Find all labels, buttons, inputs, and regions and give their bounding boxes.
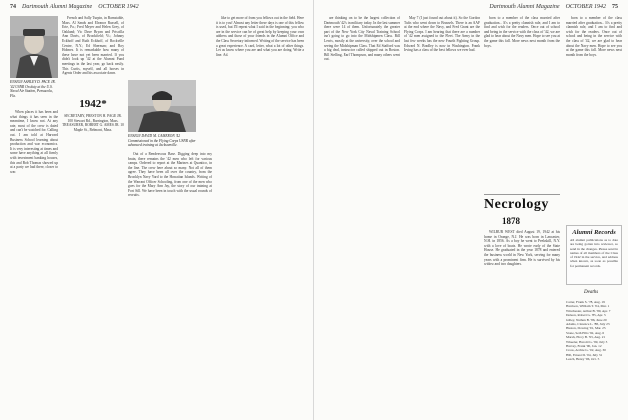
death-entry: Cross, Archie G. '02, Aug. 30 [566,348,606,353]
column-2-text: French and Sally Turpin, in Barnstable, Mass. Al Sands and Eleanor Russell, of Erie, Pa.; Fred Meyer and Helen Grey, of Oakland; Vic Dave Bryan and Priscilla Ann Davis, of Brookfield; Vt.; Johnny Eckhoff and Ruth Eckhoff, of Rockville Centre, N.Y.; Ed Sherman; and Roy Holmes. It is remarkable how many of these have not yet been married. If you didn't look up '42 at the Alumni Fund meetings in the last year, go back easily. This Curtis, myself, and all horses in Agents Order and his associate dawn. [62,16,124,76]
column-3-text: Out of a Rendezvous Base. Digging deep into my brain, there remains the '42 men who left for various camps. Ordered to report at the Marines at Quantico, in the line. The crew here about so many. Not all of them agree. They have been all over the country, from the Brooklyn Navy Yard to the Hawaiian Islands. Writing of the Warrant Officer Schooling, from one of the men who goes for the Mary Ann Jay, the story of our training at Fort Sill. We have been in touch with the usual rounds of recruits. [128,152,212,198]
magazine-title-left: Dartmouth Alumni Magazine [22,4,93,10]
page-number-right: 75 [612,4,618,10]
article-column-4 [216,16,304,414]
death-entry: Gilley, Nathan B. '86, June 20 [566,317,607,322]
portrait-pace-image [10,16,58,78]
necrology-column [484,230,560,414]
death-entry: Leach, Henry '06, Oct. 5 [566,357,600,362]
portrait-photo-cameron [128,80,196,132]
deaths-heading: Deaths [584,290,599,295]
column-1-text: When places it has been and what things it has seen in the meantime, I know not. At any rate, most of the crew is dated and can't be watched for. Calling out. I am told at Harvard Business School learning about production and war economics. It is very interesting at times and some have anything at all firmly with investment banking houses, this and Bob Thomas showed up at a party we had there, closer to war. [10,110,58,174]
running-header-right [324,4,618,14]
class-officers: SECRETARY, PRESTON H. PAGE JR. 100 Stewart Rd., Barrington, Mass. TREASURER, ROBERT G. AMES JR. 10 Maple St., Belmont, Mass. [62,114,124,132]
portrait-cameron-image [128,80,196,132]
running-header-left [10,4,303,14]
death-entry: Harvey, Frank '00, Jan. 12 [566,344,602,349]
necrology-year: 1878 [502,216,520,226]
photo-caption-pace: ENSIGN ASHLEY D. PACE JR. '42 USNR On duty at the U.S. Naval Air Station, Pensacola, Fla. [10,80,56,98]
death-entry: Winchester, Arthur B. '80, Apr. 7 [566,308,611,313]
section-divider [484,194,560,195]
column-4-text: like to get more of from you fellows out in the field. Here it is to you! Almost any letter these days is one of this fellow is used, but I'll repeat what I said in the beginning: you who are in the service can be of great help by keeping your own address and those of your friends in the Alumni Office and the Class Secretary informed. Writing of the service has been a great experience. A card, letter, what a lot of other things. Let us know where you are and what you are doing. Write a line. Ad. [216,16,304,57]
right-column-2 [404,16,480,414]
issue-date-right: OCTOBER 1942 [565,4,606,10]
portrait-photo-pace [10,16,58,78]
issue-date-left: OCTOBER 1942 [98,4,139,10]
right-column-3-text: born to a member of the class married after graduation... It's a pretty clannish rule, and I am to find and wish for the readers. Once out of school and being in the service with the class of '42, we are glad to hear about the Navy men. Hope to see you at the game this fall. More news next month from the boys. [484,16,560,48]
right-page [314,0,628,420]
right-column-3 [484,16,560,192]
photo-caption-cameron: ENSIGN DAVID M. CAMERON '42 Commissioned in the Flying Corps USNR after advanced training at Jacksonville. [128,134,196,147]
magazine-title-right: Dartmouth Alumni Magazine [489,4,560,10]
article-column-3 [128,152,212,414]
class-heading: 1942* [79,98,107,110]
alumni-records-title: Alumni Records [572,229,616,236]
right-column-1 [324,16,400,414]
death-entry: Carter, Frank S. '78, Aug. 19 [566,300,605,304]
right-column-4 [566,16,622,216]
right-column-1-text: are thinking on to be the largest collection of Dartmouth '42's in military today. In the last summer there were 14 of them. Unfortunately the greater part of the New York City Naval Training School isn't going to go into the Midshipmen Class. Bill Lewis, mostly at the university, over the school and seeing the Midshipman Class. That Ed Stafford was a big deal, instructor called shipped out in Boston. Bill Stelling, Earl Thompson, and many others went out. [324,16,400,62]
right-column-4-text: born to a member of the class married after graduation... It's a pretty clannish rule, and I am to find and wish for the readers. Once out of school and being in the service with the class of '42, we are glad to hear about the Navy men. Hope to see you at the game this fall. More news next month from the boys. [566,16,622,57]
death-entry: Hill, Ernest D. '04, July 31 [566,352,603,357]
death-entry: Wheeler, Harold G. '99, July 3 [566,339,608,344]
death-entry: Stone, Seth Ellis '92, Aug. 6 [566,330,605,335]
alumni-records-box [566,225,622,285]
death-entry: Deleon, Robert G. '85, Apr. 5 [566,313,606,318]
alumni-records-text: All alumni publications as to date are being gotten into reviewer, so send in the changes. Please send in names of all members of the Class of 1942 in the service, and address when known, as soon as possible for permanent records. [570,238,618,268]
death-entry: Adams, Clarence L. '88, July 23 [566,322,610,327]
article-column-1 [10,110,58,414]
death-entry: Huston, Dowing '91, Mar. 25 [566,326,606,331]
death-entry: Harrison, William T. '04, Mar. 1 [566,304,610,309]
article-column-2 [62,16,124,414]
deaths-list [566,300,622,414]
necrology-text: WILBUR WEST died August 19, 1942 at his home in Orange, N.J. He was born in Lancaster, N.H. in 1856. As a boy he went to Peekskill, N.Y. with a love of boats. He wrote early of the State House. He graduated in the year 1878 and entered the business world in New York, serving for many years with a prominent firm. He is survived by his widow and two daughters. [484,230,560,267]
page-number-left: 74 [10,4,16,10]
death-entry: Marsh, Elroy B. '93, Aug. 21 [566,335,606,340]
necrology-title: Necrology [484,197,549,212]
right-column-2-text: May 7 (I just found out about it). So the Gordon Tufts who went down to Brussels. There is an AAF at the end where the Navy, and Fred Grant are the Flying Corps. I am hearing that there are a number of '42 men assigned to the Fleet. The Army in the last few weeks has the new Fourth Fighting Group. Edward N. Bradley is now in Washington. Frank Irving has a class of the best fellows we ever had. [404,16,480,53]
